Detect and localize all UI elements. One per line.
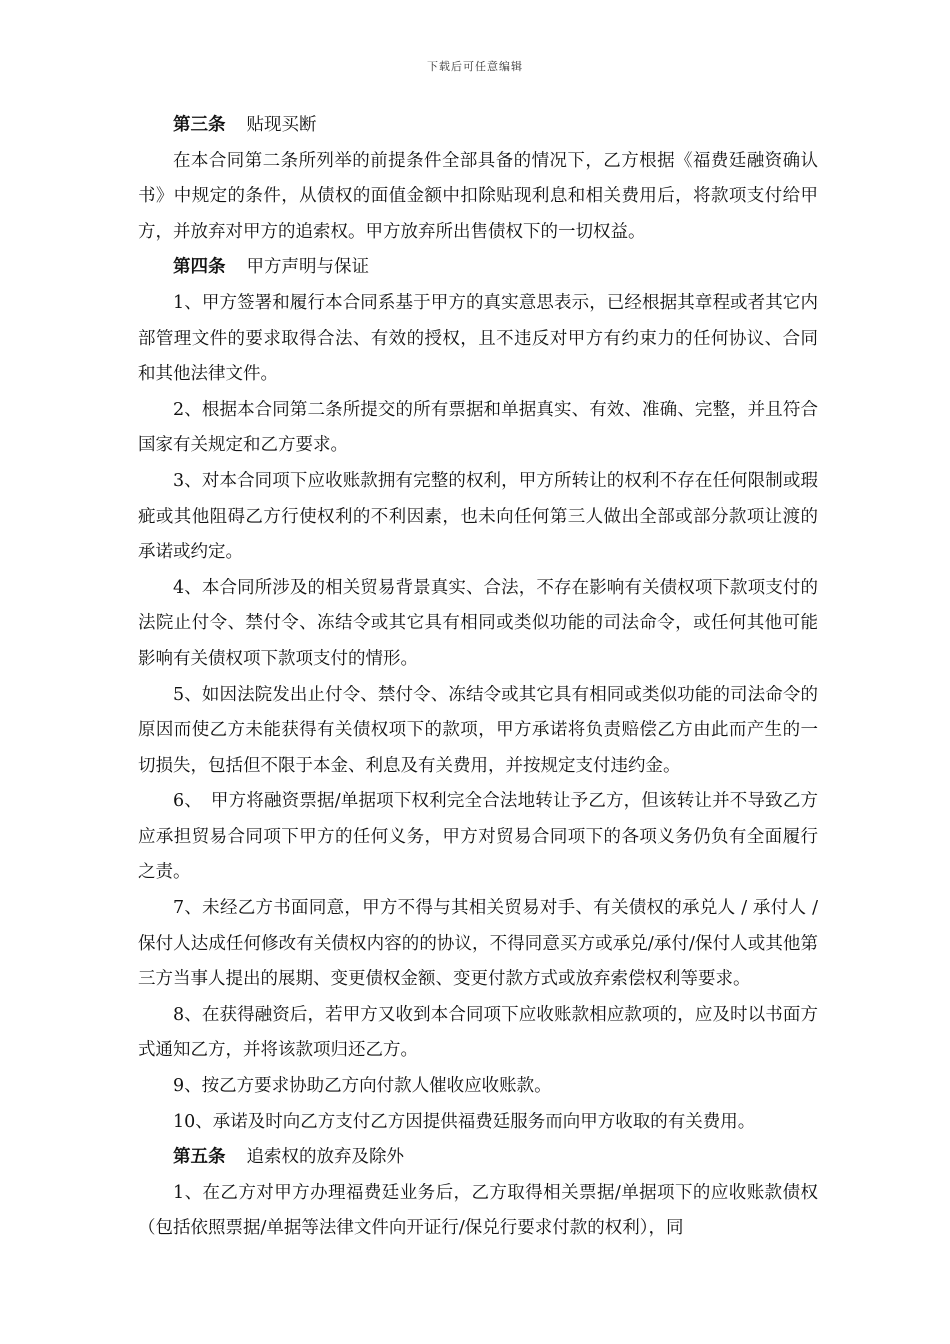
paragraph: 4、本合同所涉及的相关贸易背景真实、合法，不存在影响有关债权项下款项支付的法院止付令、禁付令、冻结令或其它具有相同或类似功能的司法命令，或任何其他可能影响有关债权项下款项支付的情形。: [138, 577, 818, 669]
paragraph: 8、在获得融资后，若甲方又收到本合同项下应收账款相应款项的，应及时以书面方式通知乙方，并将该款项归还乙方。: [138, 1004, 818, 1061]
section-title: 贴现买断: [246, 115, 317, 135]
section-title: 甲方声明与保证: [246, 257, 369, 278]
section-number: 第五条: [173, 1147, 226, 1168]
paragraph: 10、承诺及时向乙方支付乙方因提供福费廷服务而向甲方收取的有关费用。: [173, 1111, 756, 1132]
document-body: [138, 108, 818, 1247]
section-number: 第三条: [173, 115, 226, 135]
paragraph: 9、按乙方要求协助乙方向付款人催收应收账款。: [173, 1076, 552, 1097]
section-number: 第四条: [173, 257, 226, 278]
section-heading: [138, 250, 818, 286]
section-heading: [138, 108, 818, 144]
paragraph: 在本合同第二条所列举的前提条件全部具备的情况下，乙方根据《福费廷融资确认书》中规定的条件，从债权的面值金额中扣除贴现利息和相关费用后，将款项支付给甲方，并放弃对甲方的追索权。甲方放弃所出售债权下的一切权益。: [138, 150, 818, 242]
paragraph: 7、未经乙方书面同意，甲方不得与其相关贸易对手、有关债权的承兑人 / 承付人 / 保付人达成任何修改有关债权内容的的协议，不得同意买方或承兑/承付/保付人或其他第三方当事人提出的展期、变更债权金额、变更付款方式或放弃索偿权利等要求。: [138, 898, 818, 990]
section-title: 追索权的放弃及除外: [246, 1147, 404, 1168]
paragraph: 6、 甲方将融资票据/单据项下权利完全合法地转让予乙方，但该转让并不导致乙方应承担贸易合同项下甲方的任何义务，甲方对贸易合同项下的各项义务仍负有全面履行之责。: [138, 791, 818, 883]
section-heading: [138, 1140, 818, 1176]
paragraph: 1、甲方签署和履行本合同系基于甲方的真实意思表示，已经根据其章程或者其它内部管理文件的要求取得合法、有效的授权，且不违反对甲方有约束力的任何协议、合同和其他法律文件。: [138, 292, 818, 385]
paragraph: 1、在乙方对甲方办理福费廷业务后，乙方取得相关票据/单据项下的应收账款债权（包括依照票据/单据等法律文件向开证行/保兑行要求付款的权利），同: [138, 1182, 818, 1239]
paragraph: 2、根据本合同第二条所提交的所有票据和单据真实、有效、准确、完整，并且符合国家有关规定和乙方要求。: [138, 399, 818, 456]
page-header: 下载后可任意编辑: [427, 60, 523, 73]
paragraph: 5、如因法院发出止付令、禁付令、冻结令或其它具有相同或类似功能的司法命令的原因而使乙方未能获得有关债权项下的款项，甲方承诺将负责赔偿乙方由此而产生的一切损失，包括但不限于本金、利息及有关费用，并按规定支付违约金。: [138, 684, 818, 776]
paragraph: 3、对本合同项下应收账款拥有完整的权利，甲方所转让的权利不存在任何限制或瑕疵或其他阻碍乙方行使权利的不利因素，也未向任何第三人做出全部或部分款项让渡的承诺或约定。: [138, 470, 818, 563]
